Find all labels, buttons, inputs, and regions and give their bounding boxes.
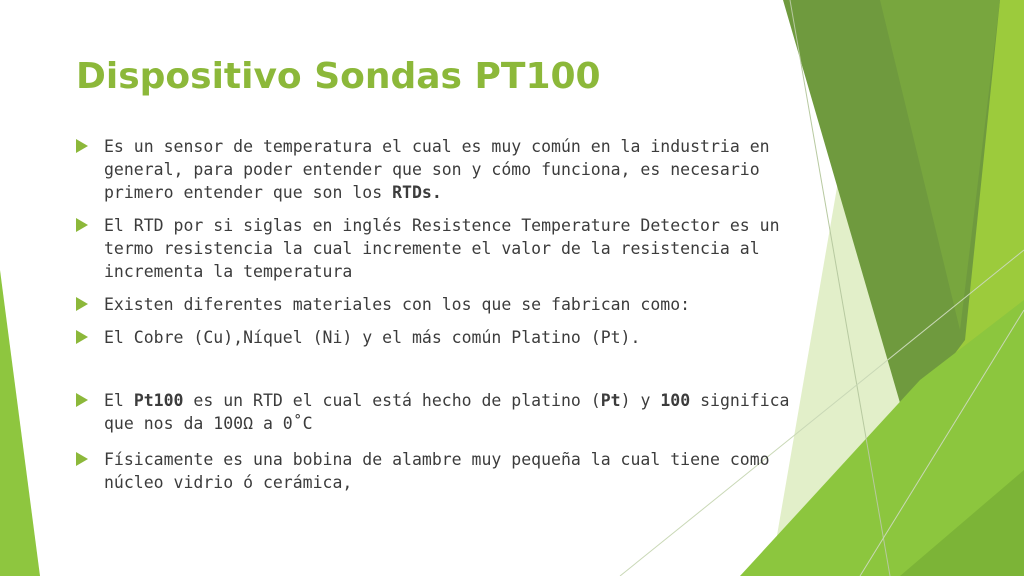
triangle-bullet-icon [76, 452, 88, 466]
bullet-item [76, 389, 796, 435]
left-edge-green-strip [0, 270, 40, 576]
bullet-bold-text: Pt100 [133, 391, 184, 410]
bullet-text: Existen diferentes materiales con los que se fabrican como: [104, 295, 691, 314]
bullet-bold-text: RTDs. [392, 183, 442, 202]
bullet-text: Físicamente es una bobina de alambre muy pequeña la cual tiene como núcleo vidrio ó cerámica, [104, 450, 770, 492]
bullet-text: El [104, 391, 134, 410]
bullet-text: es un RTD el cual está hecho de platino ( [183, 391, 601, 410]
bullet-text: significa que nos da 100Ω a 0˚C [104, 391, 790, 433]
bullet-text: ) y [620, 391, 661, 410]
bullet-bold-text: Pt [600, 391, 621, 410]
triangle-bullet-icon [76, 139, 88, 153]
bullet-bold-text: 100 [660, 391, 691, 410]
bullet-item [76, 214, 796, 283]
triangle-bullet-icon [76, 218, 88, 232]
triangle-bullet-icon [76, 297, 88, 311]
slide-title: Dispositivo Sondas PT100 [76, 56, 601, 97]
bullet-list [76, 135, 796, 494]
triangle-bullet-icon [76, 393, 88, 407]
bullet-item [76, 135, 796, 204]
triangle-bullet-icon [76, 330, 88, 344]
bullet-item [76, 326, 796, 349]
bullet-item [76, 293, 796, 316]
bullet-text: El RTD por si siglas en inglés Resistence Temperature Detector es un termo resistencia la cual incremente el valor de la resistencia al incrementa la temperatura [104, 216, 780, 281]
bullet-text: Es un sensor de temperatura el cual es muy común en la industria en general, para poder entender que son y cómo funciona, es necesario primero entender que son los [104, 137, 770, 202]
bullet-item [76, 448, 796, 494]
bullet-text: El Cobre (Cu),Níquel (Ni) y el más común Platino (Pt). [104, 328, 641, 347]
